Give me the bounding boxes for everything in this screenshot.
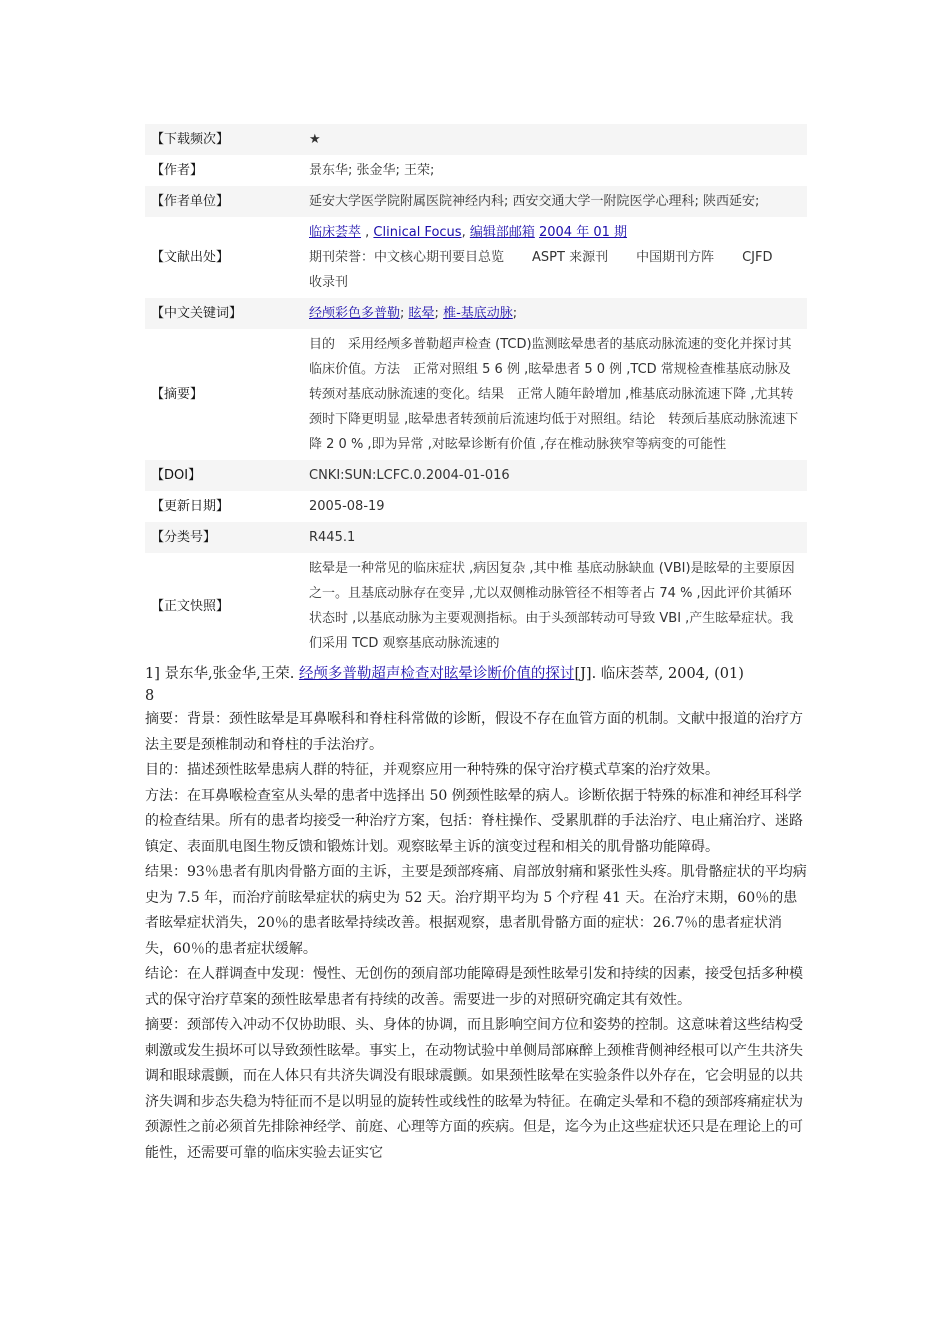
abstract-label: 【摘要】: [145, 329, 303, 460]
source-links: [309, 220, 801, 245]
citation-page: 8: [145, 688, 155, 704]
honor-core-journals: 期刊荣誉：中文核心期刊要目总览: [309, 250, 505, 265]
journal-link[interactable]: 临床荟萃: [309, 225, 362, 240]
document-page: [145, 124, 807, 1166]
metadata-table: [145, 124, 807, 659]
meta-row-doi: [145, 460, 807, 491]
keyword-link-vertebrobasilar[interactable]: 椎-基底动脉: [443, 306, 513, 321]
download-frequency-label: 【下载频次】: [145, 124, 303, 155]
meta-row-abstract: [145, 329, 807, 460]
source-separator-1: ,: [361, 225, 374, 240]
citation-prefix: 1] 景东华,张金华,王荣.: [145, 666, 299, 682]
keyword-link-vertigo[interactable]: 眩晕: [408, 306, 435, 321]
meta-row-classification: [145, 522, 807, 553]
update-date-value: 2005-08-19: [303, 491, 807, 522]
journal-honors: [309, 245, 801, 270]
meta-row-update-date: [145, 491, 807, 522]
issue-link[interactable]: 2004 年 01 期: [538, 225, 628, 240]
keyword-link-tcd[interactable]: 经颅彩色多普勒: [309, 306, 401, 321]
paragraph-background: 摘要：背景：颈性眩晕是耳鼻喉科和脊柱科常做的诊断，假设不存在血管方面的机制。文献中报道的治疗方法主要是颈椎制动和脊柱的手法治疗。: [145, 711, 803, 753]
paragraph-conclusion: 结论：在人群调查中发现：慢性、无创伤的颈肩部功能障碍是颈性眩晕引发和持续的因素，接受包括多种模式的保守治疗草案的颈性眩晕患者有持续的改善。需要进一步的对照研究确定其有效性。: [145, 966, 803, 1008]
editorial-email-link[interactable]: 编辑部邮箱: [469, 225, 535, 240]
citation-title-link[interactable]: 经颅多普勒超声检查对眩晕诊断价值的探讨: [298, 666, 575, 682]
meta-row-keywords: [145, 298, 807, 329]
keywords-label: 【中文关键词】: [145, 298, 303, 329]
citation-suffix: [J]. 临床荟萃, 2004, (01): [574, 666, 744, 682]
meta-row-authors: [145, 155, 807, 186]
author-value: 景东华; 张金华; 王荣;: [303, 155, 807, 186]
source-value: [303, 217, 807, 298]
paragraph-results: 结果：93％患者有肌肉骨骼方面的主诉，主要是颈部疼痛、肩部放射痛和紧张性头疼。肌骨骼症状的平均病史为 7.5 年，而治疗前眩晕症状的病史为 52 天。治疗期平均为 5 个疗程 41 天。在治疗末期，60％的患者眩晕症状消失，20％的患者眩晕持续改善。根据观察，患者肌骨骼方面的症状：26.7％的患者症状消失，60％的患者症状缓解。: [145, 864, 807, 957]
affiliation-label: 【作者单位】: [145, 186, 303, 217]
citation: [145, 663, 807, 707]
meta-row-downloads: [145, 124, 807, 155]
doi-value: CNKI:SUN:LCFC.0.2004-01-016: [303, 460, 807, 491]
affiliation-value: 延安大学医学院附属医院神经内科; 西安交通大学一附院医学心理科; 陕西延安;: [303, 186, 807, 217]
keywords-value: 经颅彩色多普勒; 眩晕; 椎-基底动脉;: [303, 298, 807, 329]
snapshot-value: 眩晕是一种常见的临床症状 ,病因复杂 ,其中椎 基底动脉缺血 (VBI)是眩晕的主要原因之一。且基底动脉存在变异 ,尤以双侧椎动脉管径不相等者占 74 % ,因此评价其循环状态时 ,以基底动脉为主要观测指标。由于头颈部转动可导致 VBI ,产生眩晕症状。我们采用 TCD 观察基底动脉流速的: [303, 553, 807, 659]
abstract-value: 目的 采用经颅多普勒超声检查 (TCD)监测眩晕患者的基底动脉流速的变化并探讨其临床价值。方法 正常对照组 5 6 例 ,眩晕患者 5 0 例 ,TCD 常规检查椎基底动脉及转颈对基底动脉流速的变化。结果 正常人随年龄增加 ,椎基底动脉流速下降 ,尤其转颈时下降更明显 ,眩晕患者转颈前后流速均低于对照组。结论 转颈后基底动脉流速下降 2 0 % ,即为异常 ,对眩晕诊断有价值 ,存在椎动脉狭窄等病变的可能性: [303, 329, 807, 460]
classification-value: R445.1: [303, 522, 807, 553]
author-label: 【作者】: [145, 155, 303, 186]
classification-label: 【分类号】: [145, 522, 303, 553]
meta-row-source: [145, 217, 807, 298]
source-label: 【文献出处】: [145, 217, 303, 298]
update-date-label: 【更新日期】: [145, 491, 303, 522]
snapshot-label: 【正文快照】: [145, 553, 303, 659]
meta-row-snapshot: [145, 553, 807, 659]
honor-cjfd: CJFD: [742, 250, 773, 265]
meta-row-affiliation: [145, 186, 807, 217]
download-frequency-value: ★: [303, 124, 807, 155]
paragraph-objective: 目的：描述颈性眩晕患病人群的特征，并观察应用一种特殊的保守治疗模式草案的治疗效果。: [145, 762, 719, 778]
honor-aspt: ASPT 来源刊: [532, 250, 609, 265]
honor-journal-array: 中国期刊方阵: [636, 250, 715, 265]
journal-english-link[interactable]: Clinical Focus: [373, 225, 462, 240]
source-separator-2: ,: [461, 225, 470, 240]
body-text: [145, 707, 807, 1166]
honors-suffix: 收录刊: [309, 275, 349, 290]
paragraph-abstract-2: 摘要：颈部传入冲动不仅协助眼、头、身体的协调，而且影响空间方位和姿势的控制。这意味着这些结构受刺激或发生损坏可以导致颈性眩晕。事实上，在动物试验中单侧局部麻醉上颈椎背侧神经根可以产生共济失调和眼球震颤，而在人体只有共济失调没有眼球震颤。如果颈性眩晕在实验条件以外存在，它会明显的以共济失调和步态失稳为特征而不是以明显的旋转性或线性的眩晕为特征。在确定头晕和不稳的颈部疼痛症状为颈源性之前必须首先排除神经学、前庭、心理等方面的疾病。但是，迄今为止这些症状还只是在理论上的可能性，还需要可靠的临床实验去证实它: [145, 1017, 803, 1161]
doi-label: 【DOI】: [145, 460, 303, 491]
paragraph-methods: 方法：在耳鼻喉检查室从头晕的患者中选择出 50 例颈性眩晕的病人。诊断依据于特殊的标准和神经耳科学的检查结果。所有的患者均接受一种治疗方案，包括：脊柱操作、受累肌群的手法治疗、电止痛治疗、迷路镇定、表面肌电图生物反馈和锻炼计划。观察眩晕主诉的演变过程和相关的肌骨骼功能障碍。: [145, 787, 803, 855]
